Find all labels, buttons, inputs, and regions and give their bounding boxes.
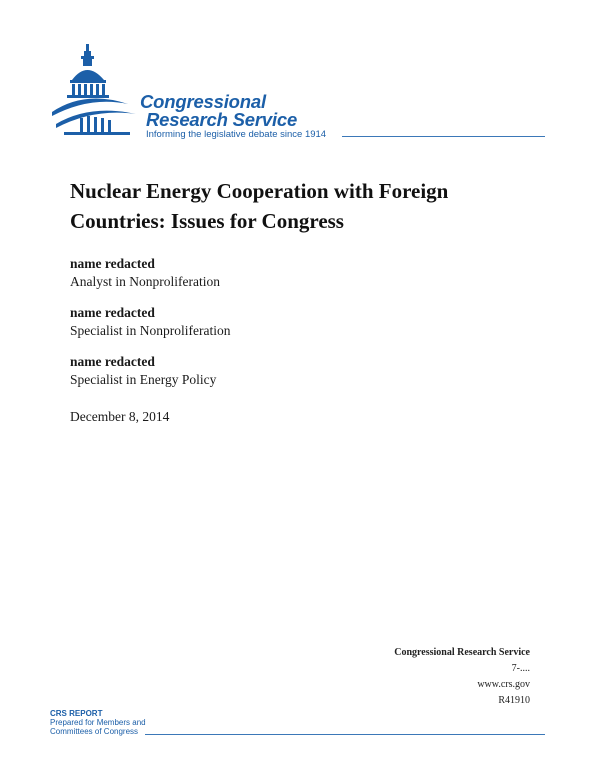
author-entry [70, 255, 470, 291]
author-role: Specialist in Nonproliferation [70, 323, 231, 338]
crs-report-label [50, 709, 146, 736]
logo-wordmark [140, 93, 297, 129]
author-name: name redacted [70, 354, 155, 369]
author-entry [70, 353, 470, 389]
logo-divider [342, 136, 545, 137]
author-role: Specialist in Energy Policy [70, 372, 217, 387]
capitol-dome-icon [50, 40, 145, 145]
author-name: name redacted [70, 256, 155, 271]
author-entry [70, 304, 470, 340]
logo-line-2: Research Service [146, 109, 298, 130]
crs-logo [50, 40, 550, 145]
crs-report-line-2: Committees of Congress [50, 727, 139, 736]
crs-website: www.crs.gov [477, 679, 530, 690]
author-name: name redacted [70, 305, 155, 320]
report-date: December 8, 2014 [70, 409, 170, 424]
crs-report-title: CRS REPORT [50, 709, 103, 718]
crs-org-name: Congressional Research Service [394, 647, 530, 658]
crs-info-block [394, 645, 530, 709]
footer-divider [145, 734, 545, 735]
author-role: Analyst in Nonproliferation [70, 274, 220, 289]
crs-report-line-1: Prepared for Members and [50, 718, 146, 727]
logo-tagline: Informing the legislative debate since 1914 [146, 129, 327, 140]
crs-phone: 7-.... [511, 663, 530, 674]
report-number: R41910 [498, 695, 530, 706]
report-title: Nuclear Energy Cooperation with Foreign Countries: Issues for Congress [70, 179, 449, 233]
author-list [70, 255, 470, 402]
logo-line-1: Congressional [140, 91, 266, 112]
